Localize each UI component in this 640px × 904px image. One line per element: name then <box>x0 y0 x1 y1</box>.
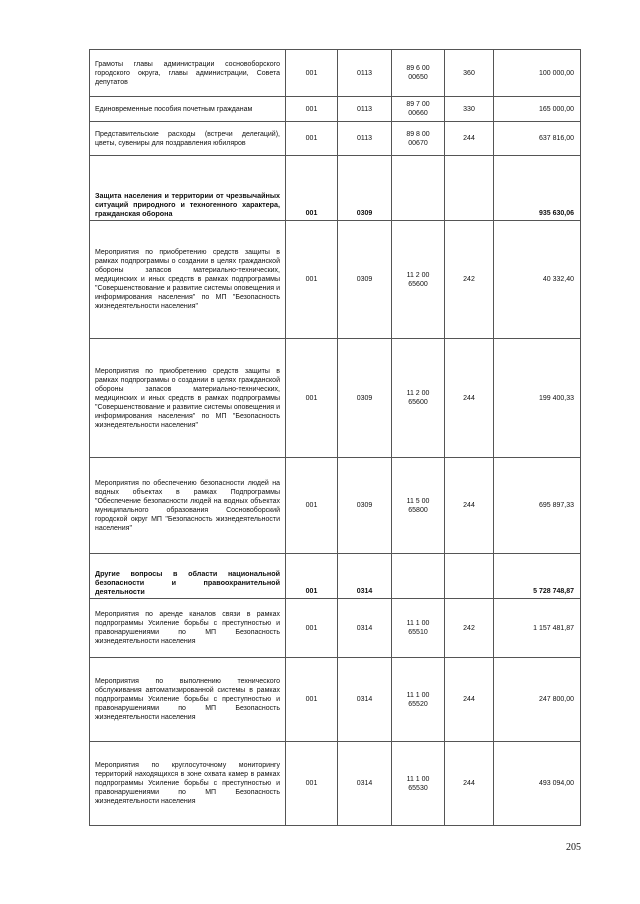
row-description: Единовременные пособия почетным гражданам <box>90 97 286 122</box>
row-description: Представительские расходы (встречи делегаций), цветы, сувениры для поздравления юбиляров <box>90 122 286 156</box>
expense-type: 242 <box>445 221 494 339</box>
section-code: 0113 <box>338 50 392 97</box>
ministry-code: 001 <box>286 221 338 339</box>
ministry-code: 001 <box>286 122 338 156</box>
amount: 165 000,00 <box>494 97 581 122</box>
section-description: Защита населения и территории от чрезвычайных ситуаций природного и техногенного характера, гражданская оборона <box>90 156 286 221</box>
target-code: 11 2 00 65600 <box>392 339 445 458</box>
table-row <box>90 658 581 742</box>
row-description: Грамоты главы администрации сосновоборского городского округа, главы администрации, Совета депутатов <box>90 50 286 97</box>
target-code <box>392 156 445 221</box>
expense-type <box>445 554 494 599</box>
table-row <box>90 97 581 122</box>
amount: 247 800,00 <box>494 658 581 742</box>
table-row <box>90 50 581 97</box>
target-code: 89 8 00 00670 <box>392 122 445 156</box>
row-description: Мероприятия по круглосуточному мониторингу территорий находящихся в зоне охвата камер в рамках подпрограммы Усиление борьбы с преступностью и правонарушениями по МП Безопасность жизнедеятельности населения <box>90 742 286 826</box>
expense-type: 244 <box>445 122 494 156</box>
amount: 100 000,00 <box>494 50 581 97</box>
row-description: Мероприятия по обеспечению безопасности людей на водных объектах в рамках Подпрограммы "Обеспечение безопасности людей на водных объектах муниципального образования Сосновоборский городской округ МП "Безопасность жизнедеятельности населения" <box>90 458 286 554</box>
section-code: 0314 <box>338 742 392 826</box>
expense-type <box>445 156 494 221</box>
expense-type: 330 <box>445 97 494 122</box>
amount: 493 094,00 <box>494 742 581 826</box>
row-description: Мероприятия по аренде каналов связи в рамках подпрограммы Усиление борьбы с преступностью и правонарушениями по МП Безопасность жизнедеятельности населения <box>90 599 286 658</box>
section-description: Другие вопросы в области национальной безопасности и правоохранительной деятельности <box>90 554 286 599</box>
target-code: 89 7 00 00660 <box>392 97 445 122</box>
target-code: 11 1 00 65530 <box>392 742 445 826</box>
target-code: 11 5 00 65800 <box>392 458 445 554</box>
amount: 695 897,33 <box>494 458 581 554</box>
section-row <box>90 156 581 221</box>
section-code: 0113 <box>338 122 392 156</box>
table-row <box>90 122 581 156</box>
ministry-code: 001 <box>286 339 338 458</box>
table-row <box>90 742 581 826</box>
budget-table <box>89 49 581 826</box>
ministry-code: 001 <box>286 97 338 122</box>
expense-type: 244 <box>445 742 494 826</box>
section-code: 0309 <box>338 156 392 221</box>
section-amount: 5 728 748,87 <box>494 554 581 599</box>
expense-type: 244 <box>445 339 494 458</box>
section-code: 0309 <box>338 458 392 554</box>
row-description: Мероприятия по приобретению средств защиты в рамках подпрограммы о создании в целях гражданской обороны запасов материально-технических, медицинских и иных средств в рамках подпрограммы "Совершенствование и развитие системы оповещения и информирования населения" по МП "Безопасность жизнедеятельности населения" <box>90 221 286 339</box>
target-code: 11 1 00 65520 <box>392 658 445 742</box>
section-row <box>90 554 581 599</box>
table-row <box>90 599 581 658</box>
section-code: 0309 <box>338 221 392 339</box>
amount: 637 816,00 <box>494 122 581 156</box>
target-code: 11 1 00 65510 <box>392 599 445 658</box>
target-code <box>392 554 445 599</box>
row-description: Мероприятия по приобретению средств защиты в рамках подпрограммы о создании в целях гражданской обороны запасов материально-технических, медицинских и иных средств в рамках подпрограммы "Совершенствование и развитие системы оповещения и информирования населения" по МП "Безопасность жизнедеятельности населения" <box>90 339 286 458</box>
section-code: 0309 <box>338 339 392 458</box>
section-code: 0113 <box>338 97 392 122</box>
ministry-code: 001 <box>286 599 338 658</box>
amount: 199 400,33 <box>494 339 581 458</box>
table-row <box>90 458 581 554</box>
page-number: 205 <box>566 842 581 853</box>
section-amount: 935 630,06 <box>494 156 581 221</box>
ministry-code: 001 <box>286 458 338 554</box>
section-code: 0314 <box>338 599 392 658</box>
amount: 1 157 481,87 <box>494 599 581 658</box>
ministry-code: 001 <box>286 742 338 826</box>
ministry-code: 001 <box>286 50 338 97</box>
expense-type: 244 <box>445 458 494 554</box>
table-row <box>90 221 581 339</box>
section-code: 0314 <box>338 554 392 599</box>
target-code: 11 2 00 65600 <box>392 221 445 339</box>
ministry-code: 001 <box>286 658 338 742</box>
expense-type: 244 <box>445 658 494 742</box>
ministry-code: 001 <box>286 554 338 599</box>
section-code: 0314 <box>338 658 392 742</box>
expense-type: 360 <box>445 50 494 97</box>
row-description: Мероприятия по выполнению технического обслуживания автоматизированной системы в рамках подпрограммы Усиление борьбы с преступностью и правонарушениями по МП Безопасность жизнедеятельности населения <box>90 658 286 742</box>
ministry-code: 001 <box>286 156 338 221</box>
target-code: 89 6 00 00650 <box>392 50 445 97</box>
table-row <box>90 339 581 458</box>
expense-type: 242 <box>445 599 494 658</box>
amount: 40 332,40 <box>494 221 581 339</box>
